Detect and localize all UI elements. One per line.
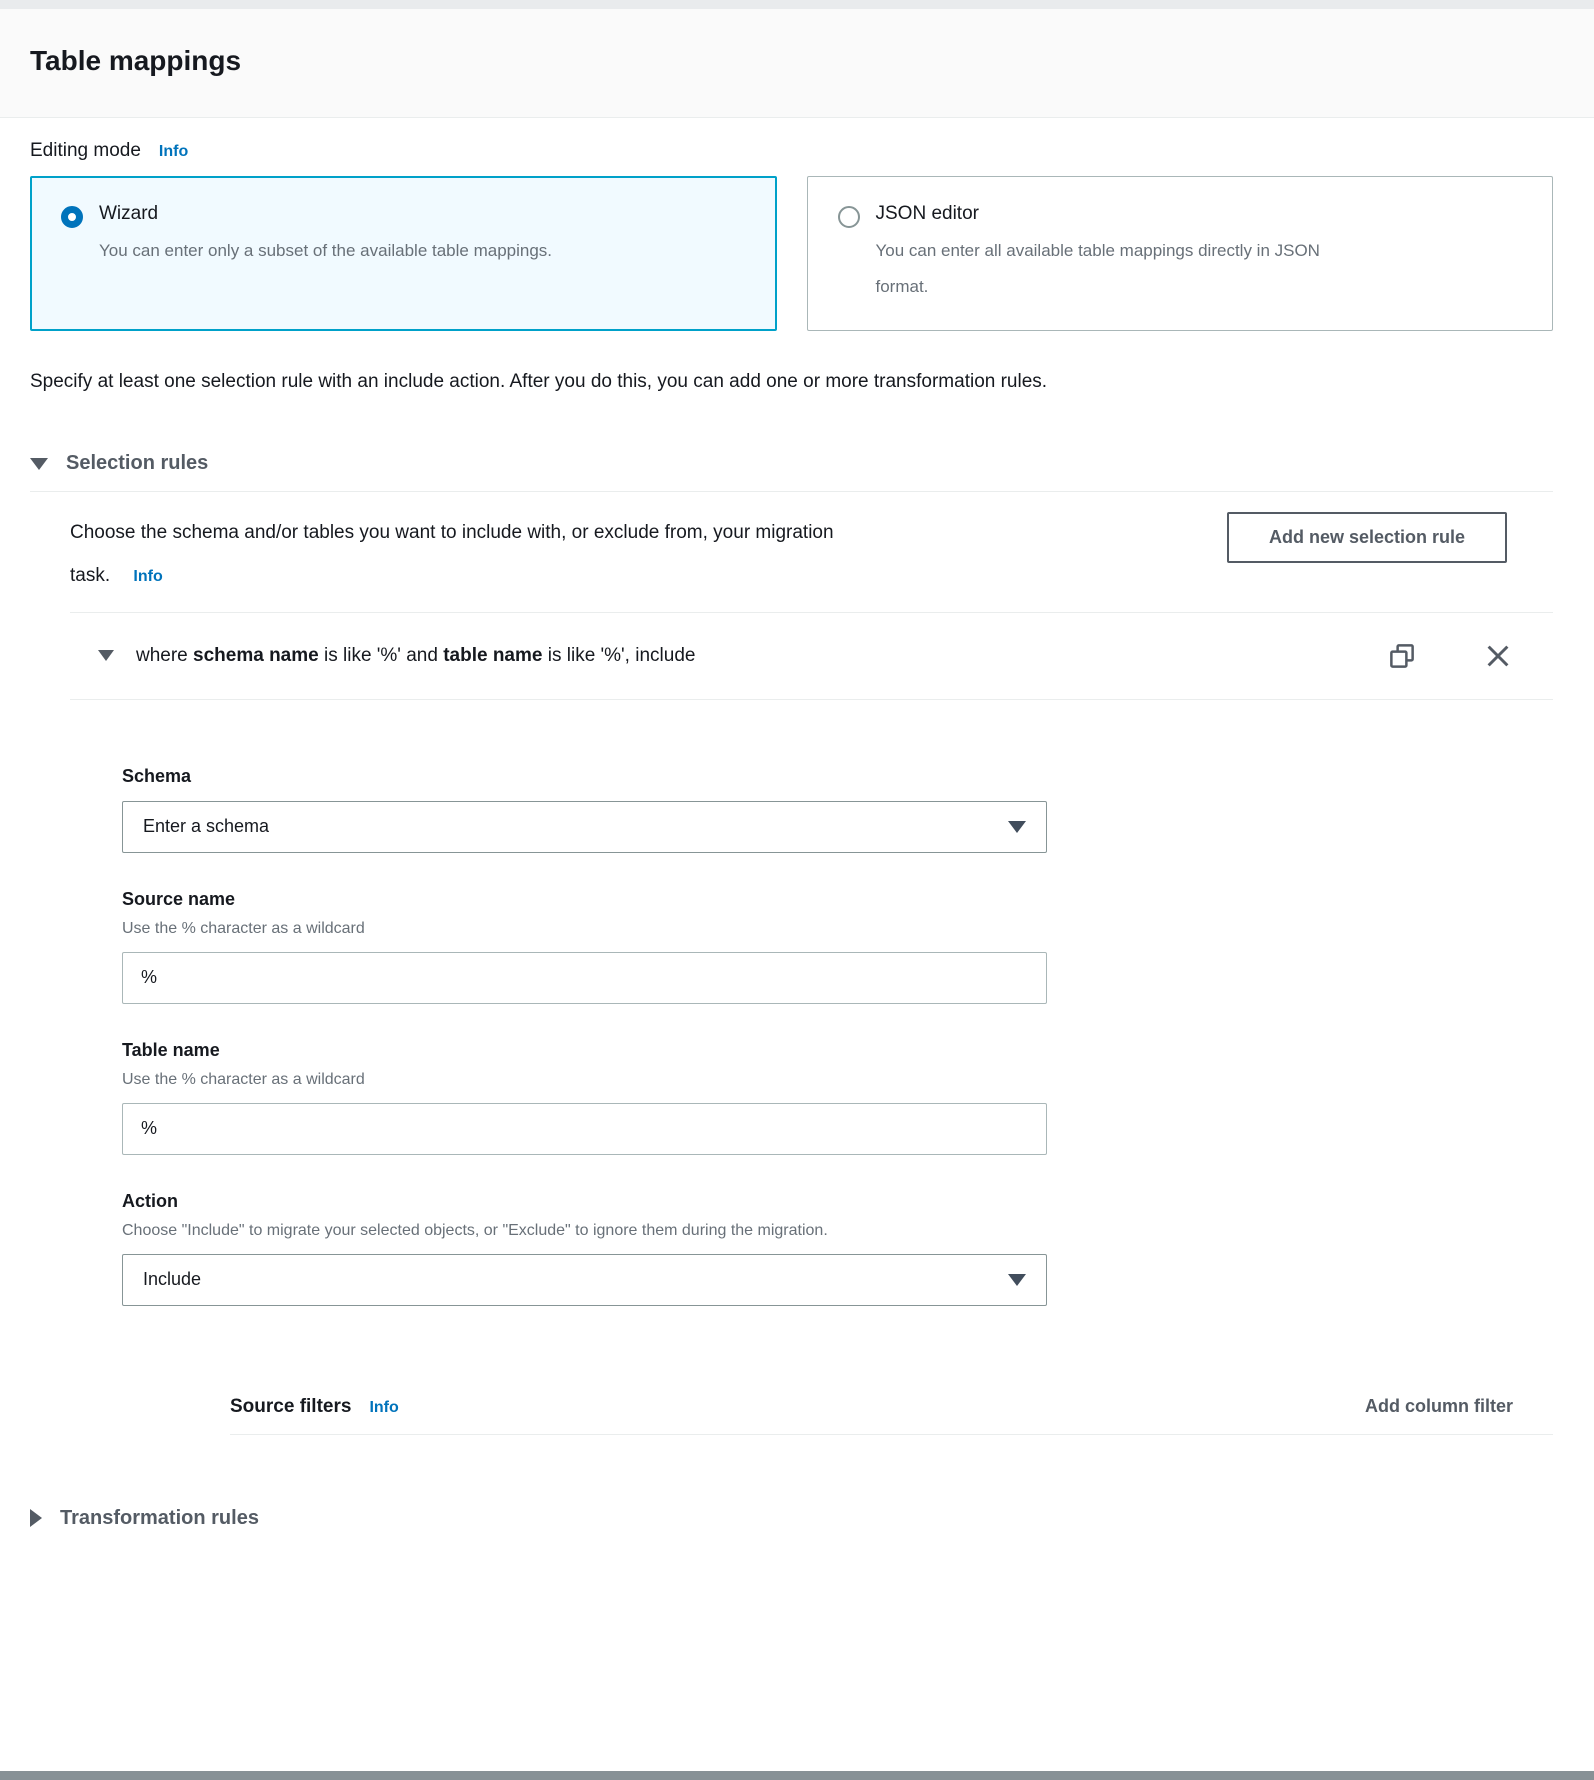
source-name-label: Source name (122, 888, 236, 909)
add-new-selection-rule-button[interactable]: Add new selection rule (1227, 512, 1507, 563)
schema-select-value: Enter a schema (143, 816, 270, 837)
chevron-down-icon (1008, 821, 1026, 833)
table-name-hint: Use the % character as a wildcard (122, 1070, 365, 1088)
selection-rules-description-row (70, 512, 1553, 598)
json-editor-tile-description: You can enter all available table mappings directly in JSON format. (875, 241, 1320, 296)
action-hint: Choose "Include" to migrate your selected objects, or "Exclude" to ignore them during the migration. (122, 1221, 828, 1239)
add-column-filter-button[interactable]: Add column filter (1365, 1395, 1513, 1416)
table-name-input[interactable] (122, 1103, 1047, 1155)
tile-wizard[interactable] (30, 176, 777, 331)
wizard-radio[interactable] (61, 206, 83, 228)
rule-summary-part: where (136, 644, 194, 666)
wizard-tile-title: Wizard (99, 203, 159, 224)
schema-field (122, 766, 1047, 853)
selection-rules-description-text: Choose the schema and/or tables you want to include with, or exclude from, your migration task. (70, 522, 834, 586)
json-editor-tile-text (876, 203, 1356, 304)
selection-rules-description (70, 512, 860, 598)
action-label: Action (122, 1190, 178, 1211)
source-filters-divider (230, 1434, 1553, 1435)
wizard-tile-text (99, 203, 552, 269)
page-bottom-strip (0, 1771, 1594, 1780)
source-filters-info-link[interactable]: Info (369, 1398, 399, 1416)
json-editor-radio[interactable] (838, 206, 860, 228)
source-filters-title: Source filters (230, 1395, 352, 1417)
editing-mode-info-link[interactable]: Info (158, 143, 189, 160)
rule-summary-schema-name: schema name (193, 644, 319, 666)
table-name-label: Table name (122, 1039, 220, 1060)
copy-icon (1387, 641, 1417, 671)
table-mappings-header (0, 9, 1594, 118)
editing-mode-tiles (30, 176, 1553, 331)
chevron-down-icon (30, 458, 48, 470)
rule-summary-table-name: table name (443, 644, 543, 666)
rule-expand-chevron-down-icon[interactable] (98, 650, 114, 661)
table-mappings-content (0, 140, 1594, 1530)
transformation-rules-header[interactable] (30, 1507, 1553, 1530)
selection-rules-divider (30, 491, 1553, 492)
selection-rule-form (122, 766, 1047, 1306)
source-filters-row (230, 1396, 1553, 1418)
schema-label: Schema (122, 765, 192, 786)
rule-summary-part: is like '%', include (542, 644, 696, 666)
editing-mode-label: Editing mode (30, 140, 141, 161)
table-name-field (122, 1040, 1047, 1155)
action-select[interactable] (122, 1254, 1047, 1306)
chevron-right-icon (30, 1509, 42, 1527)
duplicate-rule-button[interactable] (1387, 641, 1417, 671)
schema-select[interactable] (122, 801, 1047, 853)
rule-summary (136, 645, 695, 667)
tile-json-editor[interactable] (807, 176, 1554, 331)
close-icon (1483, 641, 1513, 671)
remove-rule-button[interactable] (1483, 641, 1513, 671)
action-select-value: Include (143, 1269, 202, 1290)
page-title: Table mappings (30, 45, 242, 76)
selection-rules-header[interactable] (30, 452, 1553, 475)
selection-rules-title: Selection rules (66, 452, 209, 475)
page-top-strip (0, 0, 1594, 9)
source-name-field (122, 889, 1047, 1004)
chevron-down-icon (1008, 1274, 1026, 1286)
transformation-rules-title: Transformation rules (60, 1506, 259, 1529)
rule-summary-part: is like '%' and (318, 644, 444, 666)
selection-rule-row (70, 613, 1553, 700)
editing-mode-row (30, 140, 1553, 162)
source-name-hint: Use the % character as a wildcard (122, 919, 365, 937)
source-name-input[interactable] (122, 952, 1047, 1004)
intro-text: Specify at least one selection rule with an include action. After you do this, you can add one or more transformation rules. (30, 371, 1048, 393)
wizard-tile-description: You can enter only a subset of the available table mappings. (99, 241, 553, 260)
selection-rules-info-link[interactable]: Info (133, 567, 163, 585)
json-editor-tile-title: JSON editor (875, 203, 979, 224)
action-field (122, 1191, 1047, 1306)
